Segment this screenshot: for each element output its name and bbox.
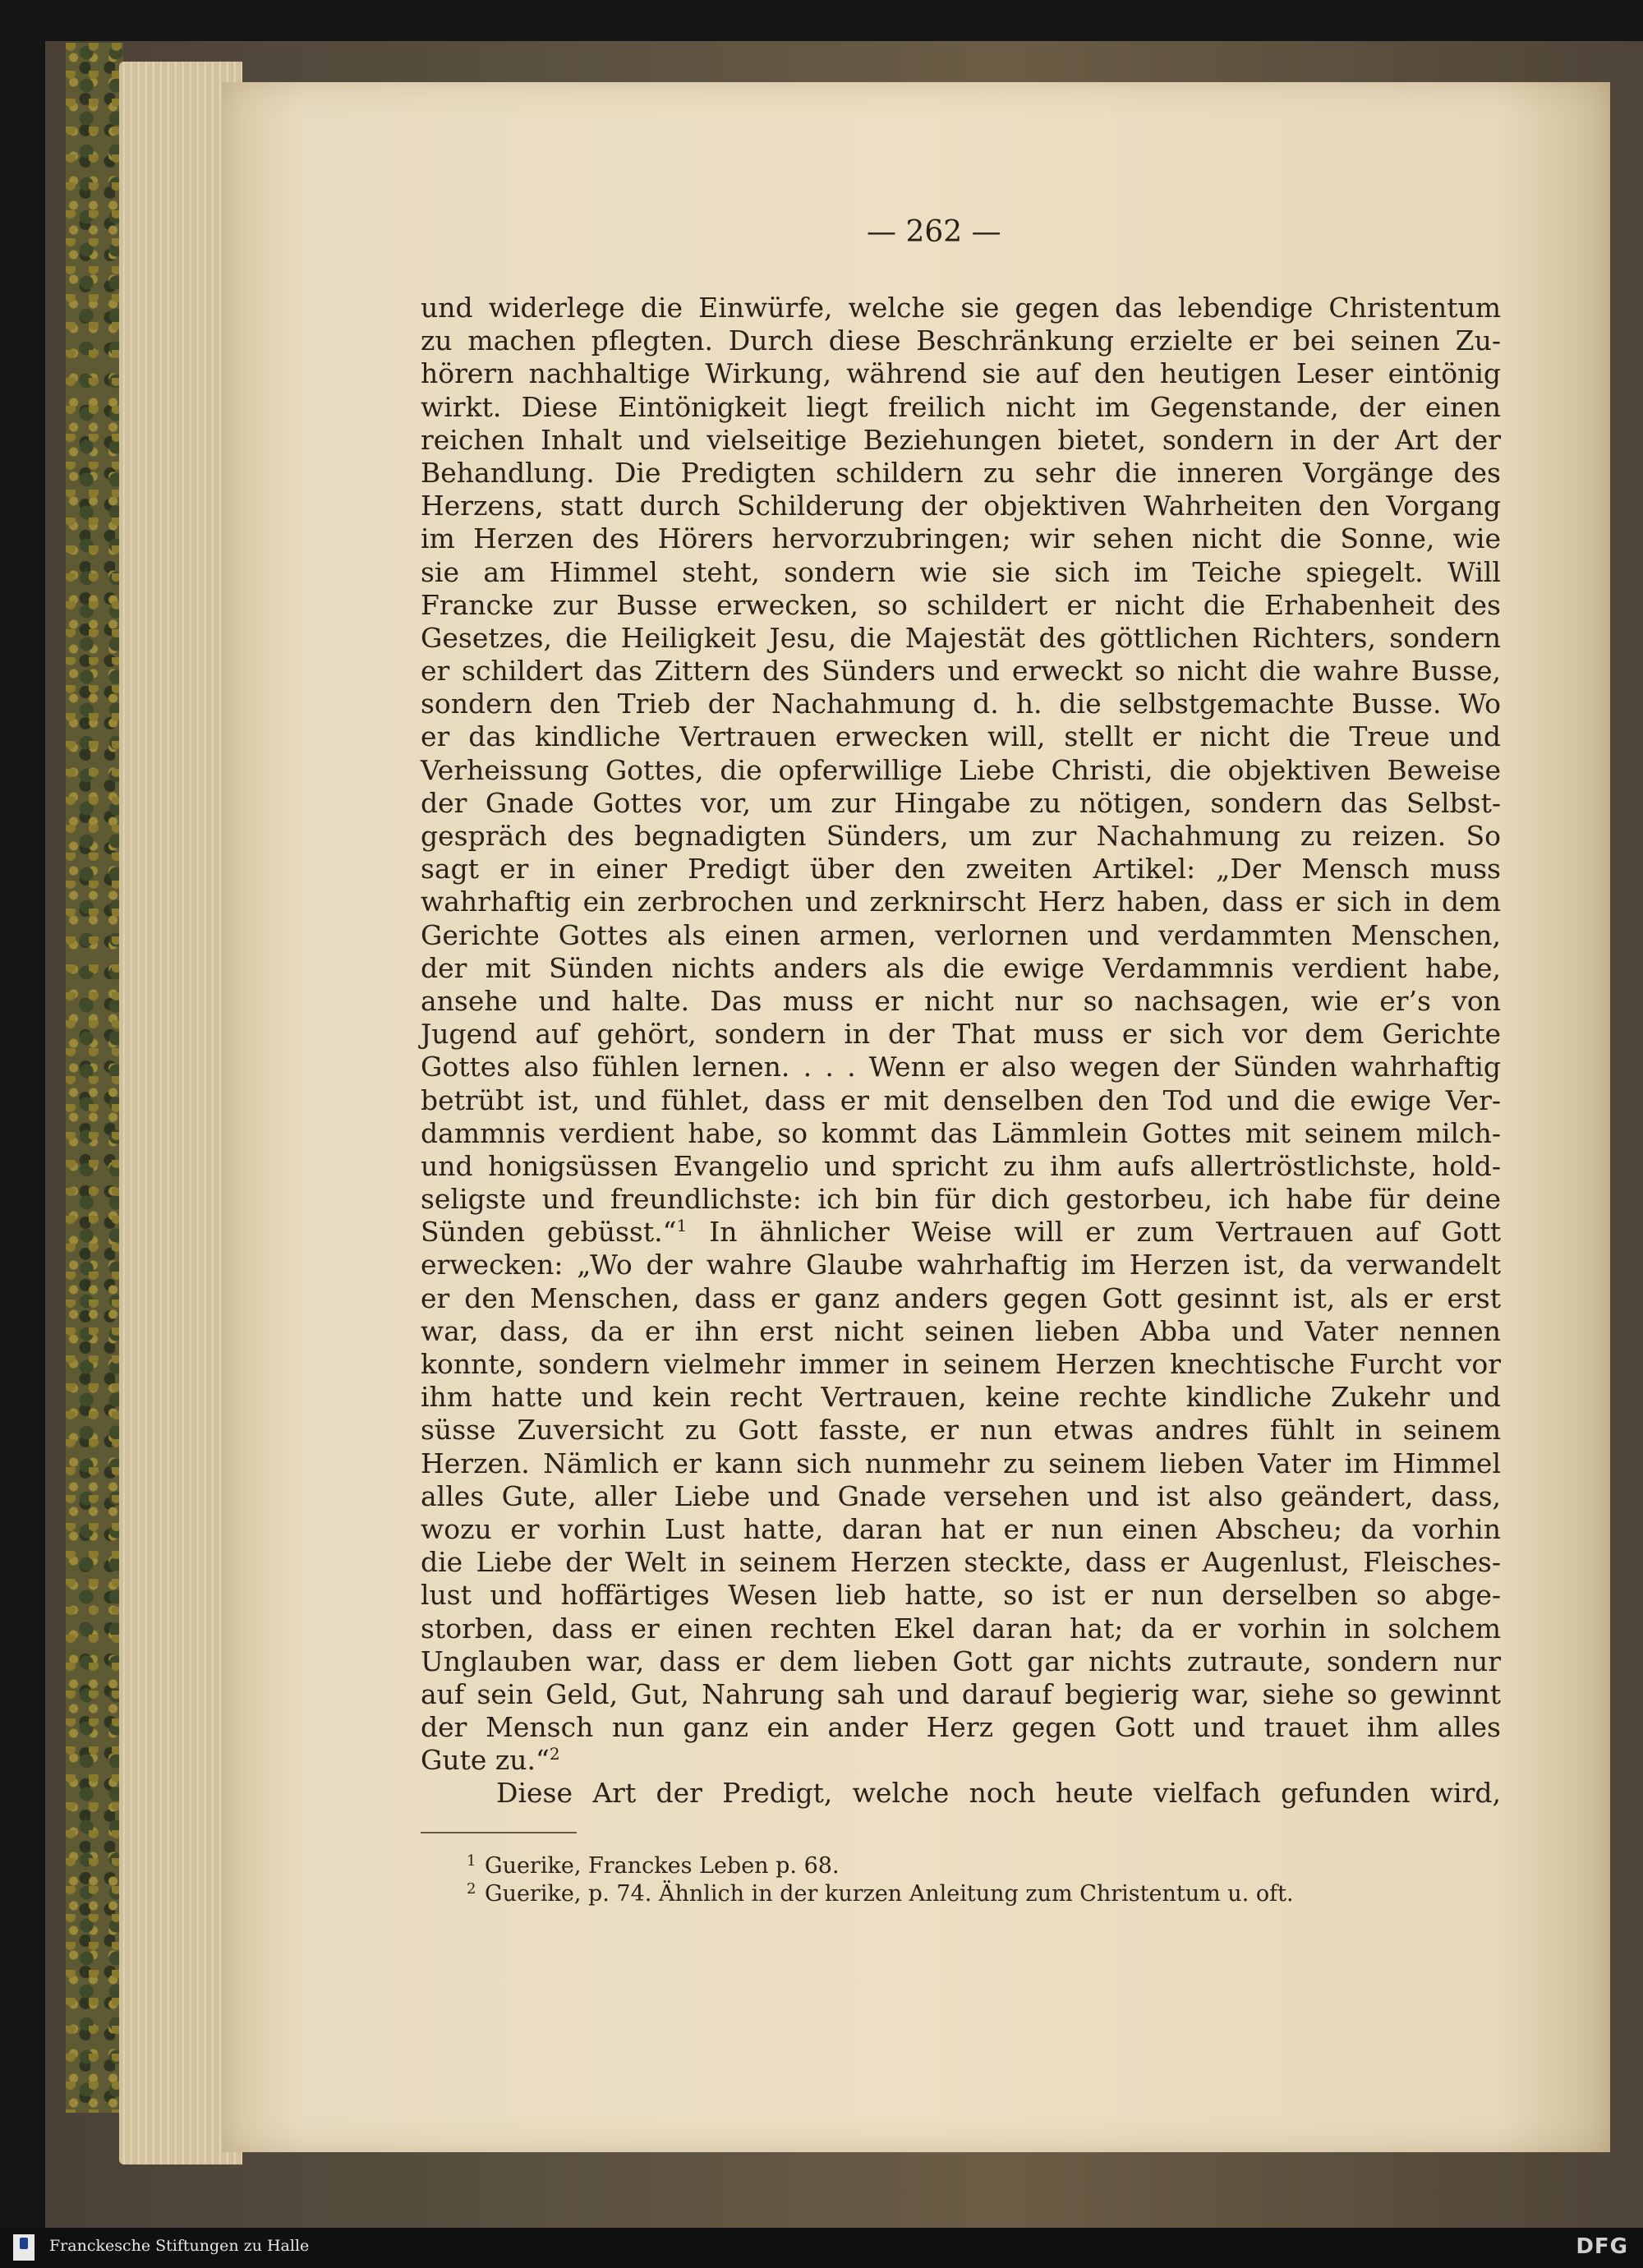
text-line: Diese Art der Predigt, welche noch heute vielfach gefunden wird, xyxy=(496,1777,1501,1810)
text-line: sie am Himmel steht, sondern wie sie sich im Teiche spiegelt. Will xyxy=(421,555,1501,588)
text-line: sondern den Trieb der Nachahmung d. h. die selbstgemachte Busse. Wo xyxy=(421,688,1501,720)
text-line: Unglauben war, dass er dem lieben Gott gar nichts zutraute, sondern nur xyxy=(421,1645,1501,1677)
text-line: wozu er vorhin Lust hatte, daran hat er nun einen Abscheu; da vorhin xyxy=(421,1512,1501,1545)
text-fragment: Gute zu.“ xyxy=(421,1744,550,1777)
text-line: Francke zur Busse erwecken, so schildert er nicht die Erhabenheit des xyxy=(421,588,1501,621)
viewer-footer xyxy=(0,2228,1643,2268)
text-fragment: Sünden gebüsst.“ xyxy=(421,1216,677,1249)
text-line: und honigsüssen Evangelio und spricht zu ihm aufs allertröstlichste, hold- xyxy=(421,1149,1501,1182)
text-line: gespräch des begnadigten Sünders, um zur Nachahmung zu reizen. So xyxy=(421,820,1501,852)
footnote xyxy=(467,1852,1512,1880)
text-line: lust und hoffärtiges Wesen lieb hatte, so ist er nun derselben so abge- xyxy=(421,1579,1501,1612)
dfg-logo: DFG xyxy=(1576,2234,1628,2259)
text-line: Jugend auf gehört, sondern in der That muss er sich vor dem Gerichte xyxy=(421,1018,1501,1051)
text-line: reichen Inhalt und vielseitige Beziehungen bietet, sondern in der Art der xyxy=(421,423,1501,456)
text-line: war, dass, da er ihn erst nicht seinen lieben Abba und Vater nennen xyxy=(421,1314,1501,1347)
body-text xyxy=(421,292,1501,1810)
page-number: — 262 — xyxy=(867,215,1001,249)
text-line: der mit Sünden nichts anders als die ewige Verdammnis verdient habe, xyxy=(421,951,1501,984)
text-line: Herzens, statt durch Schilderung der objektiven Wahrheiten den Vorgang xyxy=(421,490,1501,522)
text-line: storben, dass er einen rechten Ekel daran hat; da er vorhin in solchem xyxy=(421,1612,1501,1645)
text-line-with-note xyxy=(421,1744,1501,1777)
text-line: Gottes also fühlen lernen. . . . Wenn er also wegen der Sünden wahrhaftig xyxy=(421,1051,1501,1083)
footnote-text: Guerike, p. 74. Ähnlich in der kurzen Anleitung zum Christentum u. oft. xyxy=(485,1881,1294,1907)
institution-logo-icon xyxy=(13,2234,35,2261)
text-line: Behandlung. Die Predigten schildern zu sehr die inneren Vorgänge des xyxy=(421,456,1501,489)
text-line: er das kindliche Vertrauen erwecken will, stellt er nicht die Treue und xyxy=(421,720,1501,753)
text-line: im Herzen des Hörers hervorzubringen; wir sehen nicht die Sonne, wie xyxy=(421,522,1501,555)
text-line: der Mensch nun ganz ein ander Herz gegen Gott und trauet ihm alles xyxy=(421,1711,1501,1744)
text-line: wahrhaftig ein zerbrochen und zerknirscht Herz haben, dass er sich in dem xyxy=(421,886,1501,918)
text-line: zu machen pflegten. Durch diese Beschränkung erzielte er bei seinen Zu- xyxy=(421,324,1501,357)
footnote-mark: 1 xyxy=(467,1852,476,1870)
note-reference: 2 xyxy=(549,1744,560,1764)
note-reference: 1 xyxy=(676,1216,688,1236)
text-line: erwecken: „Wo der wahre Glaube wahrhaftig im Herzen ist, da verwandelt xyxy=(421,1249,1501,1281)
footnote xyxy=(467,1880,1512,1908)
text-line: er schildert das Zittern des Sünders und erweckt so nicht die wahre Busse, xyxy=(421,655,1501,688)
text-line: ihm hatte und kein recht Vertrauen, keine rechte kindliche Zukehr und xyxy=(421,1381,1501,1414)
text-line: wirkt. Diese Eintönigkeit liegt freilich nicht im Gegenstande, der einen xyxy=(421,390,1501,423)
text-line: konnte, sondern vielmehr immer in seinem Herzen knechtische Furcht vor xyxy=(421,1348,1501,1380)
text-line: seligste und freundlichste: ich bin für dich gestorbeu, ich habe für deine xyxy=(421,1183,1501,1216)
text-line: Herzen. Nämlich er kann sich nunmehr zu seinem lieben Vater im Himmel xyxy=(421,1447,1501,1479)
institution-name: Franckesche Stiftungen zu Halle xyxy=(49,2237,310,2255)
footnotes xyxy=(467,1852,1512,1908)
text-line: betrübt ist, und fühlet, dass er mit denselben den Tod und die ewige Ver- xyxy=(421,1083,1501,1116)
text-line: sagt er in einer Predigt über den zweiten Artikel: „Der Mensch muss xyxy=(421,853,1501,886)
text-fragment: In ähnlicher Weise will er zum Vertrauen auf Gott xyxy=(709,1216,1502,1249)
marbled-spine xyxy=(66,43,123,2113)
text-line: Gesetzes, die Heiligkeit Jesu, die Majestät des göttlichen Richters, sondern xyxy=(421,621,1501,654)
text-line: auf sein Geld, Gut, Nahrung sah und darauf begierig war, siehe so gewinnt xyxy=(421,1677,1501,1710)
text-line: Gerichte Gottes als einen armen, verlornen und verdammten Menschen, xyxy=(421,918,1501,951)
text-line: dammnis verdient habe, so kommt das Lämmlein Gottes mit seinem milch- xyxy=(421,1116,1501,1149)
footnote-divider xyxy=(421,1832,577,1833)
footnote-text: Guerike, Franckes Leben p. 68. xyxy=(485,1853,840,1879)
text-line-with-note xyxy=(421,1216,1501,1249)
footnote-mark: 2 xyxy=(467,1880,476,1898)
text-line: die Liebe der Welt in seinem Herzen steckte, dass er Augenlust, Fleisches- xyxy=(421,1546,1501,1579)
text-line: süsse Zuversicht zu Gott fasste, er nun etwas andres fühlt in seinem xyxy=(421,1414,1501,1447)
text-line: alles Gute, aller Liebe und Gnade versehen und ist also geändert, dass, xyxy=(421,1479,1501,1512)
text-line: hörern nachhaltige Wirkung, während sie auf den heutigen Leser eintönig xyxy=(421,357,1501,390)
text-line: und widerlege die Einwürfe, welche sie gegen das lebendige Christentum xyxy=(421,292,1501,324)
text-line: Verheissung Gottes, die opferwillige Liebe Christi, die objektiven Beweise xyxy=(421,753,1501,786)
text-line: er den Menschen, dass er ganz anders gegen Gott gesinnt ist, als er erst xyxy=(421,1281,1501,1314)
text-line: ansehe und halte. Das muss er nicht nur so nachsagen, wie er’s von xyxy=(421,984,1501,1017)
text-line: der Gnade Gottes vor, um zur Hingabe zu nötigen, sondern das Selbst- xyxy=(421,786,1501,819)
